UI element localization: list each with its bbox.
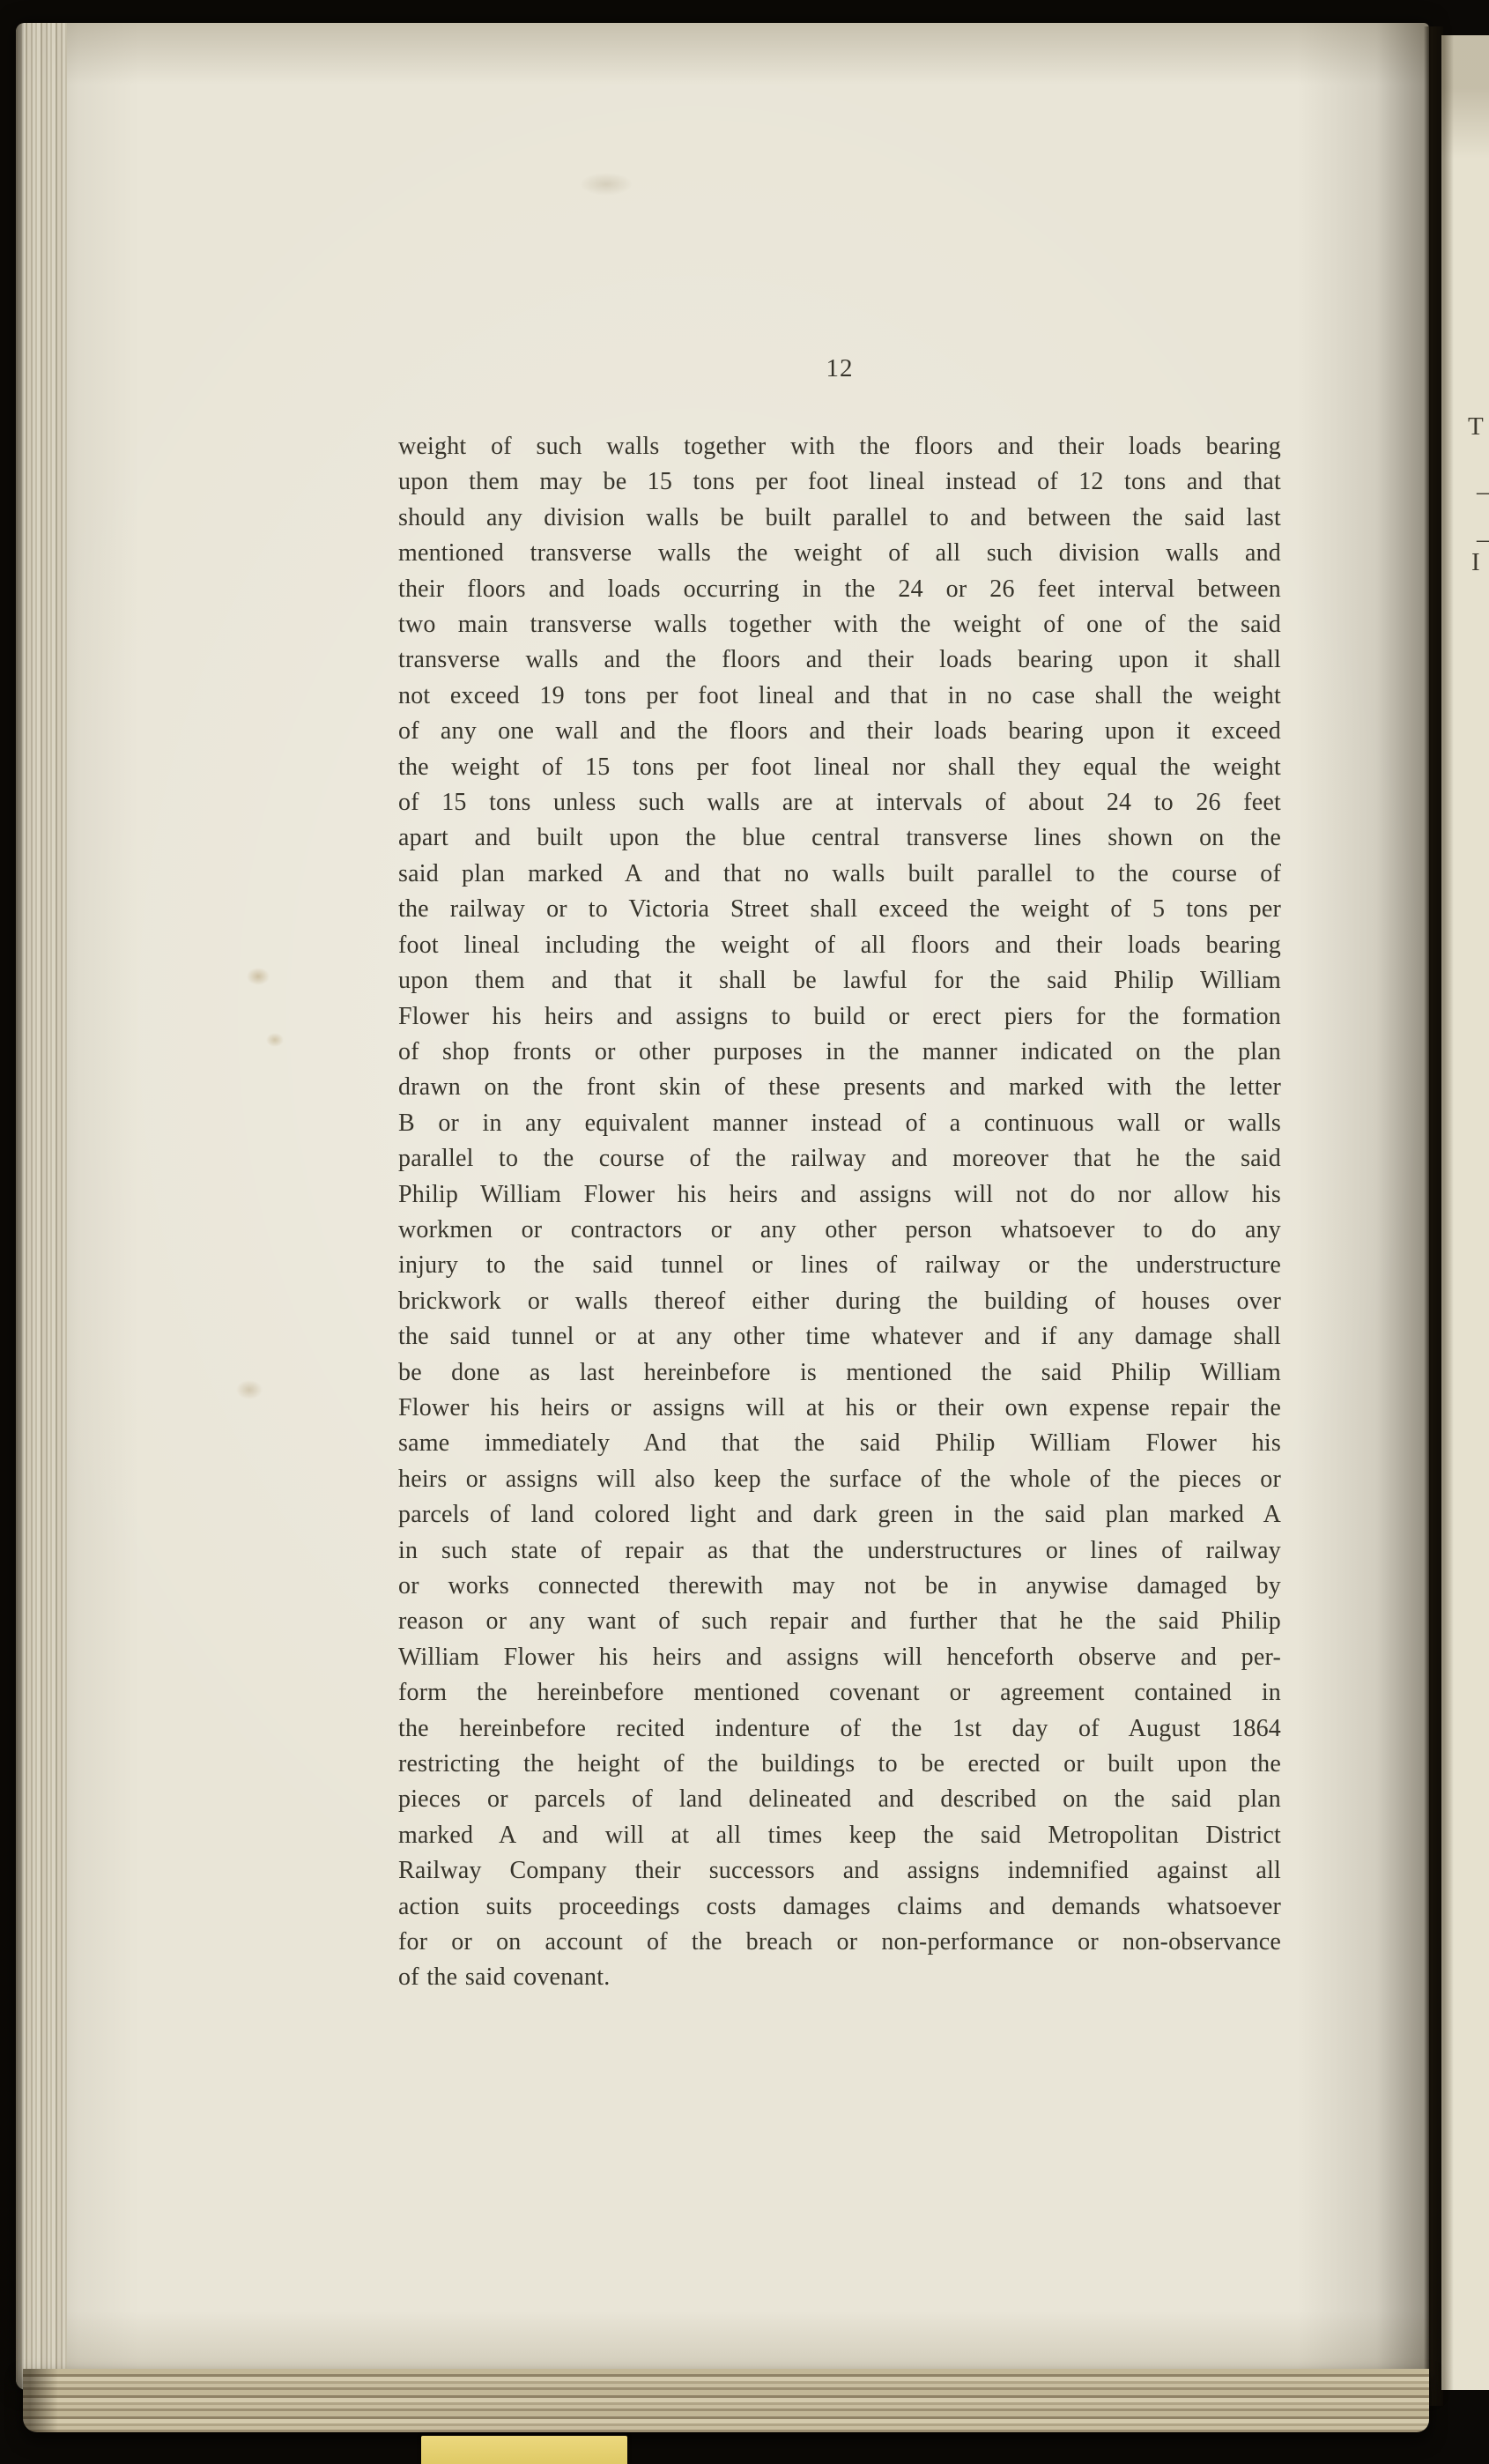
text-line: in such state of repair as that the understructures or lines of railway [398,1536,1281,1564]
text-line: B or in any equivalent manner instead of a continuous wall or walls [398,1109,1281,1137]
body-text [398,429,1281,1996]
text-line: two main transverse walls together with the weight of one of the said [398,611,1281,639]
text-line: pieces or parcels of land delineated and described on the said plan [398,1785,1281,1814]
text-line: injury to the said tunnel or lines of railway or the understructure [398,1251,1281,1280]
text-line: of 15 tons unless such walls are at intervals of about 24 to 26 feet [398,789,1281,817]
text-line: Philip William Flower his heirs and assigns will not do nor allow his [398,1180,1281,1208]
text-line: upon them may be 15 tons per foot lineal instead of 12 tons and that [398,468,1281,496]
paper-stain [247,968,270,985]
next-page-text-fragment: – [1477,478,1489,506]
text-line: same immediately And that the said Philip William Flower his [398,1429,1281,1458]
printed-text-block [398,354,1281,1996]
text-line: should any division walls be built parallel to and between the said last [398,503,1281,531]
text-line: or works connected therewith may not be in anywise damaged by [398,1572,1281,1599]
text-line: said plan marked A and that no walls built parallel to the course of [398,859,1281,887]
text-line: of shop fronts or other purposes in the manner indicated on the plan [398,1037,1281,1065]
text-line: apart and built upon the blue central transverse lines shown on the [398,824,1281,852]
text-line: of any one wall and the floors and their loads bearing upon it exceed [398,717,1281,746]
text-line: form the hereinbefore mentioned covenant or agreement contained in [398,1679,1281,1707]
text-line: not exceed 19 tons per foot lineal and that in no case shall the weight [398,681,1281,709]
bottom-page-edges [23,2369,1429,2432]
text-line: Railway Company their successors and assigns indemnified against all [398,1857,1281,1885]
text-line: action suits proceedings costs damages claims and demands whatsoever [398,1892,1281,1920]
text-line: drawn on the front skin of these presents and marked with the letter [398,1073,1281,1102]
text-line: William Flower his heirs and assigns will henceforth observe and per- [398,1643,1281,1671]
yellow-paper-slip [421,2436,627,2464]
next-page-edge [1441,35,1489,2390]
text-line: the hereinbefore recited indenture of the 1st day of August 1864 [398,1714,1281,1742]
next-page-text-fragment: – [1477,525,1489,553]
binding-page-edges [16,23,67,2390]
text-line: transverse walls and the floors and their loads bearing upon it shall [398,646,1281,674]
text-line: workmen or contractors or any other person whatsoever to do any [398,1215,1281,1243]
next-page-text-fragment: T [1468,412,1484,441]
text-line: the said tunnel or at any other time whatever and if any damage shall [398,1323,1281,1351]
next-page-text-fragment: I [1471,548,1480,576]
paper-stain [580,173,633,196]
text-line: their floors and loads occurring in the 24 or 26 feet interval between [398,575,1281,603]
text-line: Flower his heirs or assigns will at his or their own expense repair the [398,1393,1281,1421]
text-line: brickwork or walls thereof either during the building of houses over [398,1287,1281,1315]
text-line: Flower his heirs and assigns to build or erect piers for the formation [398,1002,1281,1030]
text-line: marked A and will at all times keep the said Metropolitan District [398,1821,1281,1849]
text-line: weight of such walls together with the floors and their loads bearing [398,433,1281,460]
text-line: reason or any want of such repair and further that he the said Philip [398,1607,1281,1636]
text-line: of the said covenant. [398,1963,611,1992]
text-line: heirs or assigns will also keep the surface of the whole of the pieces or [398,1465,1281,1493]
page-gutter-shadow [1424,26,1443,2406]
text-line: restricting the height of the buildings to be erected or built upon the [398,1750,1281,1778]
text-line: be done as last hereinbefore is mentioned the said Philip William [398,1358,1281,1386]
text-line: parcels of land colored light and dark green in the said plan marked A [398,1501,1281,1529]
text-line: upon them and that it shall be lawful for the said Philip William [398,967,1281,995]
text-line: the weight of 15 tons per foot lineal nor shall they equal the weight [398,753,1281,781]
text-line: mentioned transverse walls the weight of all such division walls and [398,539,1281,568]
text-line: foot lineal including the weight of all floors and their loads bearing [398,931,1281,959]
text-line: parallel to the course of the railway and moreover that he the said [398,1145,1281,1173]
text-line: for or on account of the breach or non-performance or non-observance [398,1928,1281,1956]
text-line: the railway or to Victoria Street shall exceed the weight of 5 tons per [398,895,1281,924]
page-number: 12 [826,354,854,382]
paper-stain [236,1380,263,1399]
paper-stain [266,1033,284,1047]
